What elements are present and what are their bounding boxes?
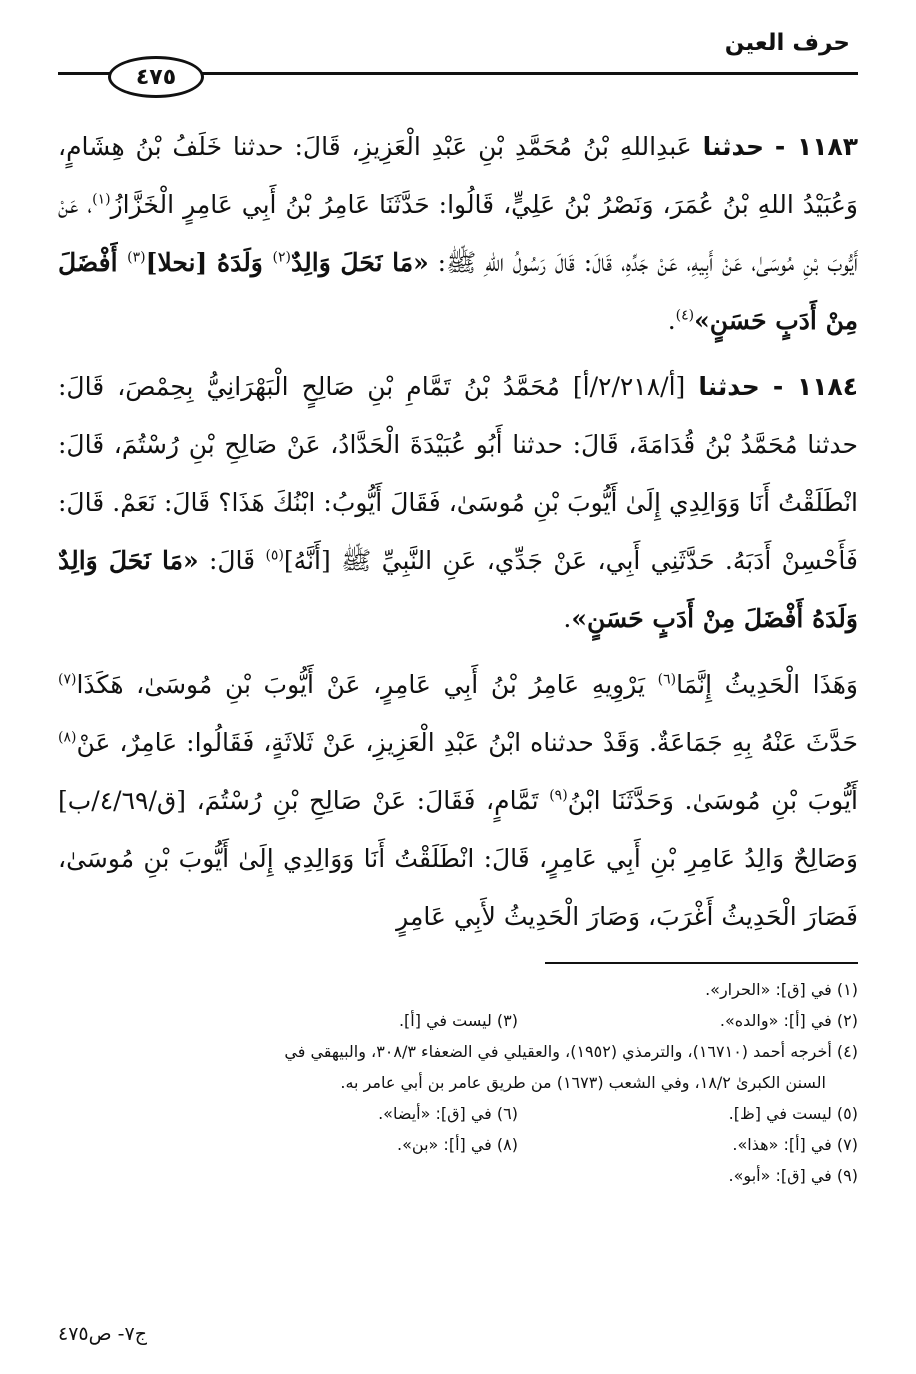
hadith-1883 (58, 118, 858, 350)
footnote-8: (٨) في [أ]: «بن». (397, 1135, 518, 1154)
text-line: قَالَ: حدثنا مُحَمَّدُ بْنُ قُدَامَةَ، قَالَ: حدثنا أَبُو عُبَيْدَةَ الْحَدَّادُ، عَنْ صَالِحِ بْنِ (58, 372, 858, 459)
footnote-row (58, 1098, 858, 1129)
haddathana-word: حدثنا (698, 372, 760, 401)
main-text (58, 118, 858, 954)
footnote-row (58, 1129, 858, 1160)
footnotes (58, 974, 858, 1191)
footnote-marker: (١) (92, 191, 111, 208)
text-line: وَهَذَا الْحَدِيثُ إِنَّمَا (676, 670, 858, 699)
footnote-marker: (٥) (265, 547, 284, 564)
footnote-marker: (٨) (58, 729, 77, 746)
haddathana-word: حدثنا (702, 132, 765, 161)
text-line: حَدَّثَ عَنْهُ بِهِ جَمَاعَةٌ. وَقَدْ حدثناه ابْنُ عَبْدِ الْعَزِيزِ، عَنْ ثَلاثَةٍ، فَقَالُوا: (186, 728, 859, 757)
text-line: رُسْتُمَ، قَالَ: انْطَلَقْتُ أَنَا وَوَالِدِي إِلَىٰ أَيُّوبَ بْنِ مُوسَىٰ، فَقَالَ أَيُّوبُ: ابْنُكَ هَذَا؟ (58, 430, 858, 517)
hadith-number: ١١٨٣ - (774, 132, 858, 161)
commentary (58, 656, 858, 946)
text-line: هِشَامٍ، وَعُبَيْدُ اللهِ بْنُ عُمَرَ، وَنَصْرُ بْنُ عَلِيٍّ، قَالُوا: حَدَّثَنَا عَامِرُ بْنُ أَبِي عَامِرٍ (58, 132, 859, 219)
footnote-7: (٧) في [أ]: «هذا». (732, 1135, 858, 1154)
text-line: تَمَّامٍ، فَقَالَ: عَنْ صَالِحِ بْنِ (272, 786, 550, 815)
prophetic-quote: «مَا نَحَلَ وَالِدٌ (291, 248, 429, 277)
footnote-3: (٣) ليست في [أ]. (398, 1011, 518, 1030)
text-line: هَكَذَا (76, 670, 124, 699)
hadith-number: ١١٨٤ - (772, 372, 859, 401)
text-line: ، عَنْ أَيُّوبَ بْنِ مُوسَىٰ، عَنْ أَبِيهِ، عَنْ جَدِّهِ، قَالَ: قَالَ رَسُولُ اللهِ ﷺ: (58, 190, 858, 277)
page-number: ٤٧٥ (108, 56, 204, 98)
text-line: قَالَ: (198, 546, 256, 575)
footnote-marker: (٧) (58, 671, 77, 688)
running-title: حرف العين (724, 30, 850, 56)
footnote-4: (٤) أخرجه أحمد (١٦٧١٠)، والترمذي (١٩٥٢)، والعقيلي في الضعفاء ٣٠٨/٣، والبيهقي في (284, 1042, 858, 1061)
prophetic-quote: أَفْضَلَ مِنْ أَدَبٍ حَسَنٍ» (58, 248, 858, 335)
footnote-marker: (٢) (272, 249, 292, 266)
footnote-2: (٢) في [أ]: «والده». (719, 1011, 858, 1030)
text-line: . (563, 604, 572, 633)
prophetic-quote: وَلَدَهُ [نحلا] (145, 248, 273, 277)
footnote-9: (٩) في [ق]: «أبو». (728, 1166, 858, 1185)
text-line: . (667, 306, 676, 335)
footnote-6: (٦) في [ق]: «أيضا». (378, 1104, 518, 1123)
text-line: عَبدِاللهِ بْنُ مُحَمَّدِ بْنِ عَبْدِ الْعَزِيزِ، قَالَ: حدثنا خَلَفُ بْنُ (135, 132, 692, 161)
hadith-1884 (58, 358, 858, 648)
footnote-5: (٥) ليست في [ظ]. (728, 1104, 858, 1123)
text-line: عَامِرٌ، عَنْ (76, 728, 178, 757)
prophetic-quote: «مَا نَحَلَ وَالِدٌ وَلَدَهُ أَفْضَلَ مِنْ أَدَبٍ حَسَنٍ» (58, 546, 858, 633)
text-line: رُسْتُمَ، [ق/٤/٦٩/ب] وَصَالِحٌ وَالِدُ عَامِرِ بْنِ أَبِي عَامِرٍ، قَالَ: انْطَلَقْتُ أَنَا وَوَالِدِي (58, 786, 858, 873)
text-line: أَيُّوبَ بْنِ مُوسَىٰ. وَحَدَّثَنَا ابْنُ (567, 786, 859, 815)
footnote-rule (545, 962, 858, 964)
footnote-marker: (٤) (675, 307, 695, 324)
volume-page-signature: ج٧- ص٤٧٥ (58, 1323, 147, 1345)
text-line: قَالَ: نَعَمْ. قَالَ: فَأَحْسِنْ أَدَبَهُ. حَدَّثَنِي أَبِي، عَنْ جَدِّي، عَنِ النَّبِيِّ ﷺ [أَنَّهُ] (58, 488, 859, 575)
footnote-1: (١) في [ق]: «الحرار». (705, 980, 858, 999)
footnote-marker: (٩) (549, 787, 568, 804)
footnote-marker: (٣) (127, 249, 146, 266)
text-line: يَرْوِيهِ عَامِرُ بْنُ أَبِي عَامِرٍ، عَنْ أَيُّوبَ بْنِ مُوسَىٰ، (136, 670, 658, 699)
footnote-row (58, 974, 858, 1005)
text-line: [أ/٢/٢١٨/أ] مُحَمَّدُ بْنُ تَمَّامِ بْنِ صَالِحٍ الْبَهْرَانِيُّ بِحِمْصَ، (117, 372, 686, 401)
text-line: الْخَزَّازُ (110, 190, 175, 219)
footnote-4-continued: السنن الكبرىٰ ١٨/٢، وفي الشعب (١٦٧٣) من طريق عامر بن أبي عامر به. (340, 1073, 826, 1092)
footnote-row (58, 1160, 858, 1191)
footnote-marker: (٦) (657, 671, 677, 688)
text-line: إِلَىٰ أَيُّوبَ بْنِ مُوسَىٰ، فَصَارَ الْحَدِيثُ أَغْرَبَ، وَصَارَ الْحَدِيثُ لأَبِي عَامِرٍ (58, 844, 858, 931)
footnote-row (58, 1005, 858, 1036)
